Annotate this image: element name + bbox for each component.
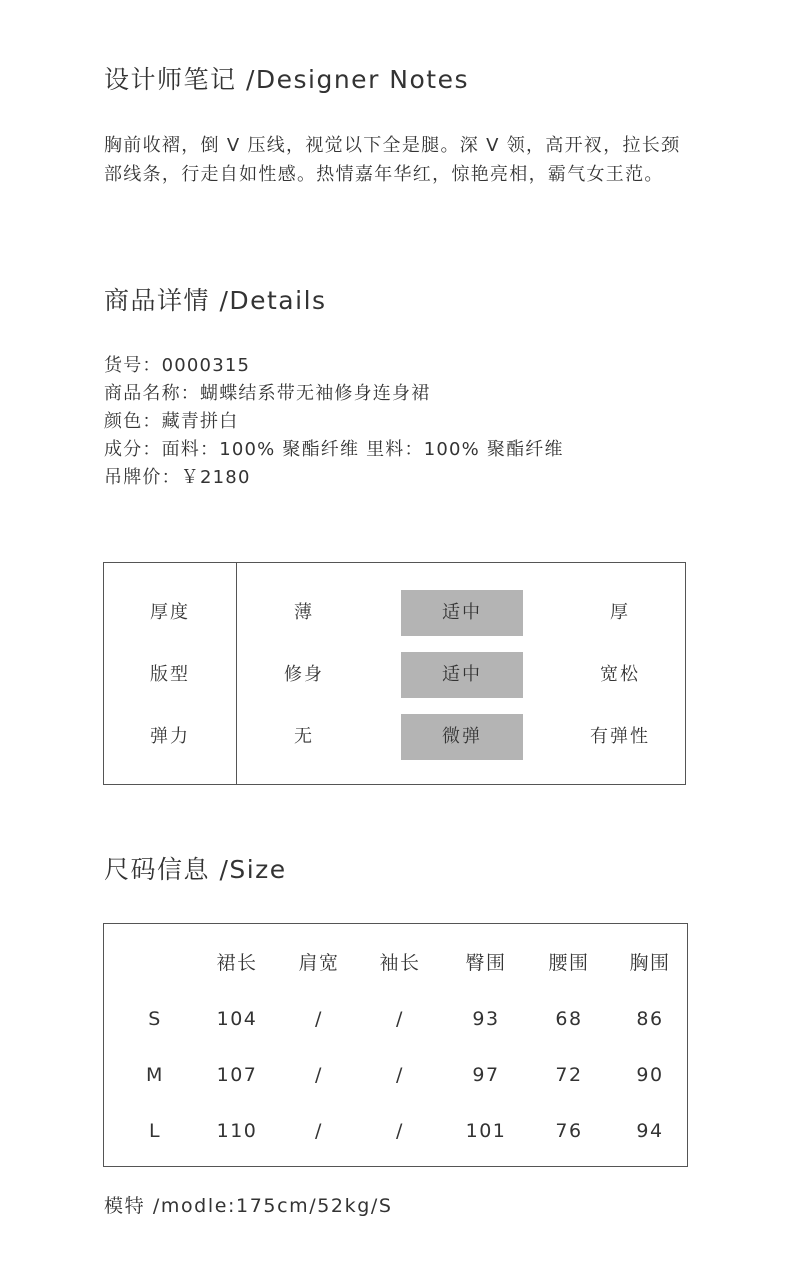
size-value: 101: [465, 1120, 507, 1142]
size-label: L: [148, 1120, 162, 1142]
size-header: 肩宽: [298, 952, 340, 974]
size-title: 尺码信息 /Size: [104, 855, 287, 884]
size-value: /: [396, 1008, 404, 1030]
size-label: M: [146, 1064, 164, 1086]
size-label: S: [148, 1008, 162, 1030]
attribute-label-thickness: 厚度: [150, 602, 190, 623]
size-header: 袖长: [379, 952, 421, 974]
size-header: 裙长: [216, 952, 258, 974]
attribute-option: 薄: [294, 602, 314, 623]
attribute-table-divider: [236, 563, 237, 784]
size-value: 94: [636, 1120, 664, 1142]
size-header: 腰围: [548, 952, 590, 974]
size-value: 110: [216, 1120, 258, 1142]
attribute-option: 厚: [610, 602, 630, 623]
attribute-option: 有弹性: [590, 726, 650, 747]
attribute-label-fit: 版型: [150, 664, 190, 685]
size-value: /: [315, 1120, 323, 1142]
detail-item-material: 成分：面料：100% 聚酯纤维 里料：100% 聚酯纤维: [104, 439, 564, 460]
size-value: 104: [216, 1008, 258, 1030]
attribute-label-elasticity: 弹力: [150, 726, 190, 747]
details-title: 商品详情 /Details: [104, 286, 327, 315]
attribute-option-selected: 适中: [401, 652, 523, 698]
details-list: [104, 352, 564, 492]
detail-item-number: 货号：0000315: [104, 355, 251, 376]
model-info: 模特 /modle:175cm/52kg/S: [104, 1195, 393, 1217]
attribute-option-selected: 适中: [401, 590, 523, 636]
detail-item-name: 商品名称：蝴蝶结系带无袖修身连身裙: [104, 383, 431, 404]
attribute-option: 宽松: [600, 664, 640, 685]
size-value: 93: [472, 1008, 500, 1030]
size-value: 76: [555, 1120, 583, 1142]
size-value: 68: [555, 1008, 583, 1030]
size-value: /: [396, 1120, 404, 1142]
size-value: 90: [636, 1064, 664, 1086]
attribute-option-selected: 微弹: [401, 714, 523, 760]
size-value: 107: [216, 1064, 258, 1086]
size-value: 86: [636, 1008, 664, 1030]
size-header: 臀围: [465, 952, 507, 974]
size-value: /: [315, 1064, 323, 1086]
size-header: 胸围: [629, 952, 671, 974]
size-value: 97: [472, 1064, 500, 1086]
attribute-table: [103, 562, 686, 785]
designer-notes-title: 设计师笔记 /Designer Notes: [104, 65, 469, 94]
detail-item-price: 吊牌价：￥2180: [104, 467, 251, 488]
size-table: [103, 923, 688, 1167]
size-value: /: [315, 1008, 323, 1030]
detail-item-color: 颜色：藏青拼白: [104, 411, 239, 432]
attribute-option: 无: [294, 726, 314, 747]
size-value: 72: [555, 1064, 583, 1086]
attribute-option: 修身: [284, 664, 324, 685]
designer-notes-text: 胸前收褶，倒 V 压线，视觉以下全是腿。深 V 领，高开衩，拉长颈部线条，行走自如性感。热情嘉年华红，惊艳亮相，霸气女王范。: [104, 135, 681, 185]
size-value: /: [396, 1064, 404, 1086]
